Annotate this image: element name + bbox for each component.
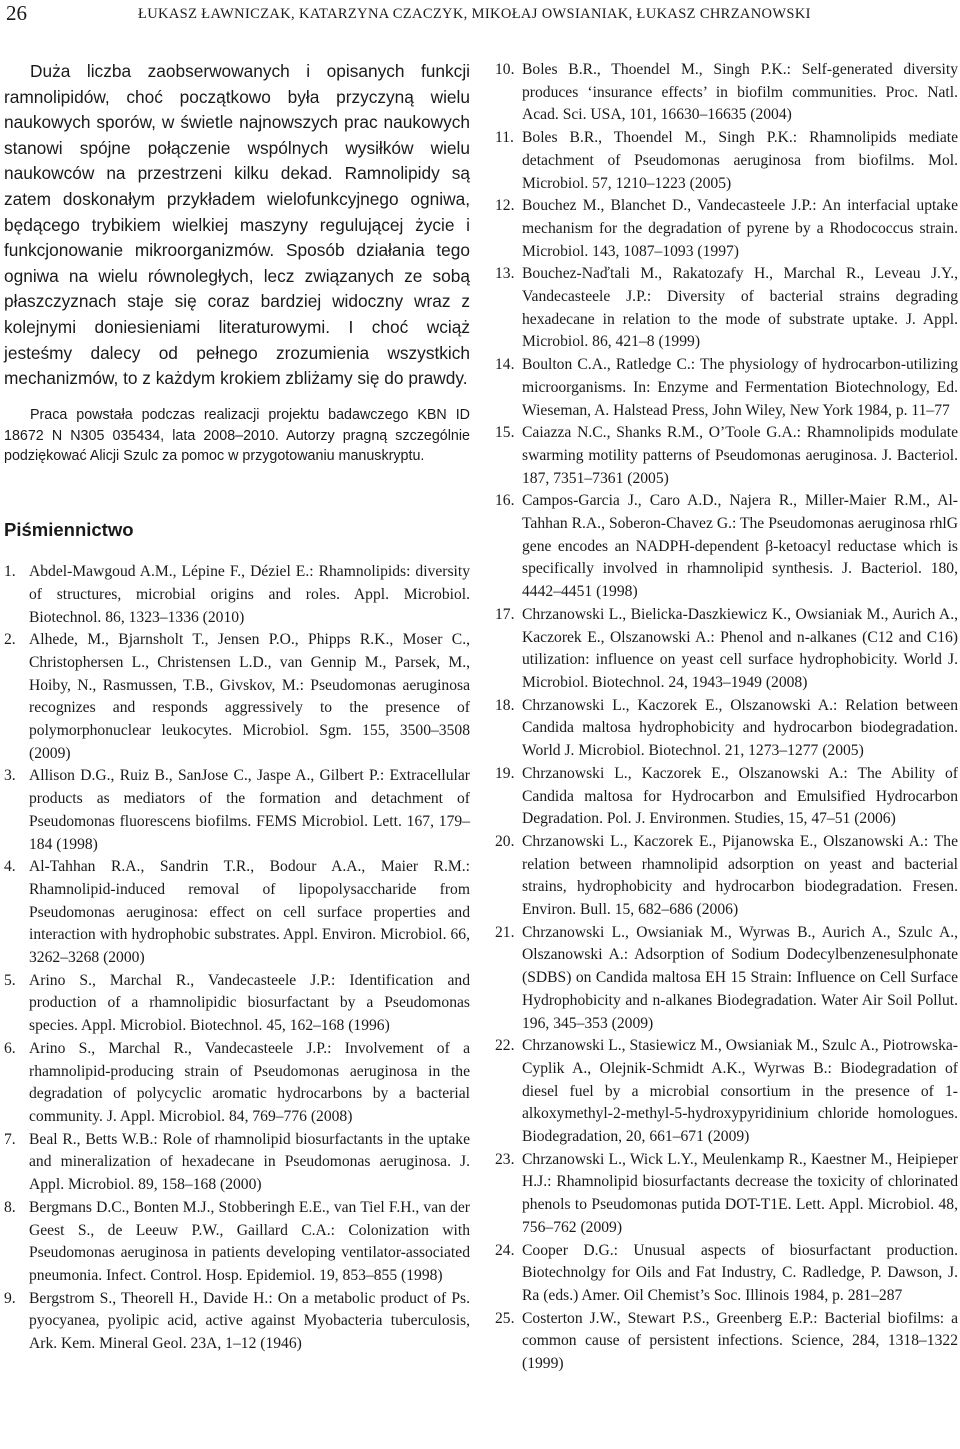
reference-number: 1. xyxy=(4,563,16,581)
reference-number: 10. xyxy=(495,61,515,78)
reference-item xyxy=(4,765,470,856)
reference-number: 25. xyxy=(495,1309,515,1327)
reference-number: 11. xyxy=(495,129,514,147)
reference-text: Boles B.R., Thoendel M., Singh P.K.: Self-generated diversity produces ‘insurance effects’ in biofilm communities. Proc. Natl. Acad. Sci. USA, 101, 16630–16635 (2004) xyxy=(522,61,958,124)
reference-text: Beal R., Betts W.B.: Role of rhamnolipid biosurfactants in the uptake and mineralization of hexadecane in Pseudomonas aeruginosa. J. Appl. Microbiol. 89, 158–168 (2000) xyxy=(29,1130,470,1194)
reference-item xyxy=(495,59,958,127)
references-heading: Piśmiennictwo xyxy=(4,519,134,541)
reference-number: 5. xyxy=(4,971,16,989)
reference-number: 3. xyxy=(4,767,16,785)
reference-item xyxy=(495,1308,958,1376)
reference-item xyxy=(495,922,958,1036)
reference-number: 13. xyxy=(495,265,515,283)
reference-number: 14. xyxy=(495,356,515,374)
reference-item xyxy=(4,970,470,1038)
reference-number: 21. xyxy=(495,923,515,941)
reference-text: Chrzanowski L., Kaczorek E., Olszanowski A.: The Ability of Candida maltosa for Hydrocarbon and Emulsified Hydrocarbon Degradation. Pol. J. Environmen. Studies, 15, 47–51 (2006) xyxy=(522,764,958,828)
reference-item xyxy=(495,263,958,354)
acknowledgement: Praca powstała podczas realizacji projektu badawczego KBN ID 18672 N N305 035434, lata 2008–2010. Autorzy pragną szczególnie podziękować Alicji Szulc za pomoc w przygotowaniu manuskryptu. xyxy=(4,406,470,465)
reference-item xyxy=(4,1288,470,1356)
reference-item xyxy=(495,1149,958,1240)
reference-number: 9. xyxy=(4,1289,16,1307)
reference-item xyxy=(4,856,470,970)
reference-item xyxy=(495,831,958,922)
reference-item xyxy=(495,422,958,490)
reference-number: 22. xyxy=(495,1037,515,1055)
reference-number: 19. xyxy=(495,764,515,782)
reference-number: 8. xyxy=(4,1198,16,1216)
reference-text: Arino S., Marchal R., Vandecasteele J.P.: Identification and production of a rhamnolipidic biosurfactant by a Pseudomonas species. Appl. Microbiol. Biotechnol. 45, 162–168 (1996) xyxy=(29,971,470,1035)
reference-number: 15. xyxy=(495,424,515,442)
reference-list-left xyxy=(4,561,470,1356)
reference-number: 24. xyxy=(495,1241,515,1259)
reference-text: Caiazza N.C., Shanks R.M., O’Toole G.A.: Rhamnolipids modulate swarming motility patterns of Pseudomonas aeruginosa. J. Bacteriol. 187, 7351–7361 (2005) xyxy=(522,424,958,487)
page-header xyxy=(0,0,960,32)
reference-text: Bouchez M., Blanchet D., Vandecasteele J.P.: An interfacial uptake mechanism for the degradation of pyrene by a Rhodococcus strain. Microbiol. 143, 1087–1093 (1997) xyxy=(522,197,958,260)
reference-item xyxy=(4,1129,470,1197)
reference-item xyxy=(4,561,470,629)
reference-item xyxy=(4,629,470,765)
running-head: ŁUKASZ ŁAWNICZAK, KATARZYNA CZACZYK, MIKOŁAJ OWSIANIAK, ŁUKASZ CHRZANOWSKI xyxy=(138,6,811,22)
reference-text: Allison D.G., Ruiz B., SanJose C., Jaspe A., Gilbert P.: Extracellular products as mediators of the formation and detachment of Pseudomonas fluorescens biofilms. FEMS Microbiol. Lett. 167, 179–184 (1998) xyxy=(29,767,470,853)
reference-text: Chrzanowski L., Wick L.Y., Meulenkamp R., Kaestner M., Heipieper H.J.: Rhamnolipid biosurfactants decrease the toxicity of chlorinated phenols to Pseudomonas putida DOT-T1E. Lett. Appl. Microbiol. 48, 756–762 (2009) xyxy=(522,1150,958,1236)
reference-text: Chrzanowski L., Stasiewicz M., Owsianiak M., Szulc A., Piotrowska-Cyplik A., Olejnik-Schmidt A.K., Wyrwas B.: Biodegradation of diesel fuel by a microbial consortium in the presence of 1-alkoxymethyl-2-methyl-5-hydroxypyridinium chloride homologues. Biodegradation, 20, 661–671 (2009) xyxy=(522,1037,958,1146)
reference-text: Boles B.R., Thoendel M., Singh P.K.: Rhamnolipids mediate detachment of Pseudomonas aeruginosa from biofilms. Mol. Microbiol. 57, 1210–1223 (2005) xyxy=(522,129,958,192)
reference-text: Bouchez-Naďtali M., Rakatozafy H., Marchal R., Leveau J.Y., Vandecasteele J.P.: Diversity of bacterial strains degrading hexadecane in relation to the mode of substrate uptake. J. Appl. Microbiol. 86, 421–8 (1999) xyxy=(522,265,958,351)
reference-text: Alhede, M., Bjarnsholt T., Jensen P.O., Phipps R.K., Moser C., Christophersen L., Christensen L.D., van Gennip M., Parsek, M., Hoiby, N., Rasmussen, T.B., Givskov, M.: Pseudomonas aeruginosa recognizes and responds aggressively to the presence of polymorphonuclear leukocytes. Microbiol. Sgm. 155, 3500–3508 (2009) xyxy=(29,631,470,762)
body-paragraph: Duża liczba zaobserwowanych i opisanych funkcji ramnolipidów, choć początkowo była przyczyną wielu naukowych sporów, w świetle najnowszych prac naukowych stanowi spójne połączenie wspólnych wysiłków wielu naukowców na przestrzeni kilku dekad. Ramnolipidy są zatem doskonałym przykładem wielofunkcyjnego ogniwa, będącego trybikiem wielkiej maszyny regulującej życie i funkcjonowanie mikroorganizmów. Sposób działania tego ogniwa na wielu równoległych, lecz związanych ze sobą płaszczyznach staje się coraz bardziej widoczny wraz z kolejnymi doniesieniami literaturowymi. I choć wciąż jesteśmy dalecy od pełnego zrozumienia wszystkich mechanizmów, to z każdym krokiem zbliżamy się do prawdy. xyxy=(4,61,470,389)
reference-number: 6. xyxy=(4,1039,16,1057)
reference-number: 2. xyxy=(4,631,16,649)
reference-item xyxy=(495,763,958,831)
reference-text: Chrzanowski L., Bielicka-Daszkiewicz K., Owsianiak M., Aurich A., Kaczorek E., Olszanowski A.: Phenol and n-alkanes (C12 and C16) utilization: influence on yeast cell surface hydrophobicity. World J. Microbiol. Biotechnol. 24, 1943–1949 (2008) xyxy=(522,605,958,691)
reference-item xyxy=(495,695,958,763)
reference-text: Bergstrom S., Theorell H., Davide H.: On a metabolic product of Ps. pyocyanea, pyolipic acid, active against Myobacteria tuberculosis, Ark. Kem. Mineral Geol. 23A, 1–12 (1946) xyxy=(29,1289,470,1353)
left-column xyxy=(4,59,470,1356)
reference-number: 16. xyxy=(495,492,515,510)
reference-item xyxy=(4,1197,470,1288)
reference-item xyxy=(495,195,958,263)
reference-text: Abdel-Mawgoud A.M., Lépine F., Déziel E.: Rhamnolipids: diversity of structures, microbial origins and roles. Appl. Microbiol. Biotechnol. 86, 1323–1336 (2010) xyxy=(29,563,470,626)
reference-text: Arino S., Marchal R., Vandecasteele J.P.: Involvement of a rhamnolipid-producing strain of Pseudomonas aeruginosa in the degradation of polycyclic aromatic hydrocarbons by a bacterial community. J. Appl. Microbiol. 84, 769–776 (2008) xyxy=(29,1039,470,1125)
page-number: 26 xyxy=(6,1,27,25)
reference-number: 12. xyxy=(495,197,515,215)
reference-text: Campos-Garcia J., Caro A.D., Najera R., Miller-Maier R.M., Al-Tahhan R.A., Soberon-Chavez G.: The Pseudomonas aeruginosa rhlG gene encodes an NADPH-dependent β-ketoacyl reductase which is specifically involved in rhamnolipid synthesis. J. Bacteriol. 180, 4442–4451 (1998) xyxy=(522,492,958,601)
reference-text: Bergmans D.C., Bonten M.J., Stobberingh E.E., van Tiel F.H., van der Geest S., de Leeuw P.W., Gaillard C.A.: Colonization with Pseudomonas aeruginosa in patients developing ventilator-associated pneumonia. Infect. Control. Hosp. Epidemiol. 19, 853–855 (1998) xyxy=(29,1198,470,1284)
reference-list-right xyxy=(495,59,958,1376)
reference-item xyxy=(495,1035,958,1149)
reference-text: Chrzanowski L., Kaczorek E., Olszanowski A.: Relation between Candida maltosa hydrophobicity and hydrocarbon biodegradation. World J. Microbiol. Biotechnol. 21, 1273–1277 (2005) xyxy=(522,696,958,760)
reference-number: 18. xyxy=(495,696,515,714)
reference-text: Chrzanowski L., Kaczorek E., Pijanowska E., Olszanowski A.: The relation between rhamnolipid adsorption on yeast and bacterial strains, hydrophobicity and hydrocarbon biodegradation. Fresen. Environ. Bull. 15, 682–686 (2006) xyxy=(522,832,958,919)
reference-text: Al-Tahhan R.A., Sandrin T.R., Bodour A.A., Maier R.M.: Rhamnolipid-induced removal of lipopolysaccharide from Pseudomonas aeruginosa: effect on cell surface properties and interaction with hydrophobic substrates. Appl. Environ. Microbiol. 66, 3262–3268 (2000) xyxy=(29,858,470,967)
reference-text: Cooper D.G.: Unusual aspects of biosurfactant production. Biotechnolgy for Oils and Fat Industry, C. Radledge, P. Dawson, J. Ra (eds.) Amer. Oil Chemist’s Soc. Illinois 1984, p. 281–287 xyxy=(522,1241,958,1304)
reference-number: 4. xyxy=(4,858,16,876)
reference-number: 7. xyxy=(4,1130,16,1148)
reference-number: 17. xyxy=(495,605,515,623)
reference-item xyxy=(495,604,958,695)
reference-text: Boulton C.A., Ratledge C.: The physiology of hydrocarbon-utilizing microorganisms. In: Enzyme and Fermentation Biotechnology, Ed. Wieseman, A. Halstead Press, John Wiley, New York 1984, p. 11–77 xyxy=(522,356,958,419)
reference-text: Chrzanowski L., Owsianiak M., Wyrwas B., Aurich A., Szulc A., Olszanowski A.: Adsorption of Sodium Dodecylbenzenesulphonate (SDBS) on Candida maltosa EH 15 Strain: Influence on Cell Surface Hydrophobicity and n-alkanes Biodegradation. Water Air Soil Pollut. 196, 345–353 (2009) xyxy=(522,923,958,1032)
right-column xyxy=(495,59,958,1376)
reference-item xyxy=(4,1038,470,1129)
reference-item xyxy=(495,127,958,195)
reference-number: 23. xyxy=(495,1150,515,1168)
reference-text: Costerton J.W., Stewart P.S., Greenberg E.P.: Bacterial biofilms: a common cause of persistent infections. Science, 284, 1318–1322 (1999) xyxy=(522,1309,958,1373)
reference-item xyxy=(495,490,958,604)
reference-number: 20. xyxy=(495,832,515,850)
reference-item xyxy=(495,354,958,422)
reference-item xyxy=(495,1240,958,1308)
